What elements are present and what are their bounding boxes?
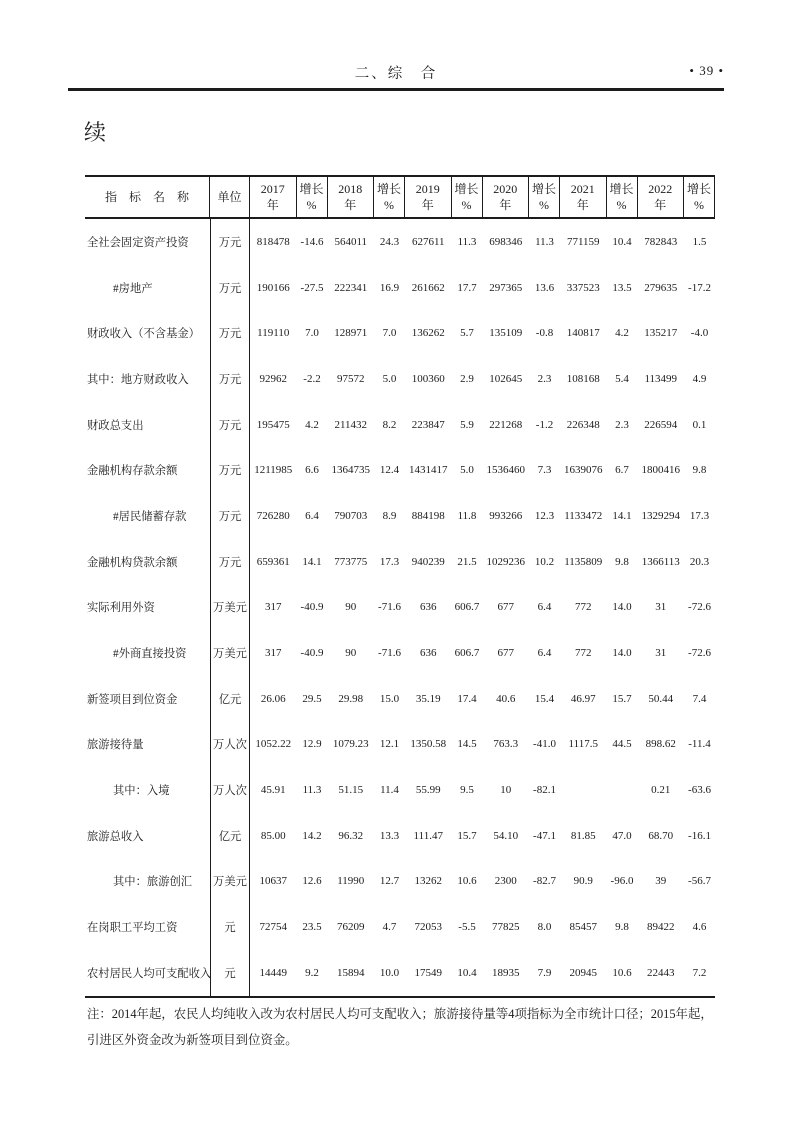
year-value-cell: 222341	[334, 281, 368, 294]
growth-header-cell: 增长 %	[607, 177, 638, 217]
year-value-cell: 13262	[414, 875, 442, 888]
growth-value-cell: 606.7	[454, 647, 480, 660]
year-value-cell: 72754	[259, 921, 287, 934]
year-value-cell: 773775	[334, 555, 368, 568]
table-row	[85, 356, 715, 402]
indicator-column-header: 指 标 名 称	[85, 177, 210, 217]
growth-value-cell: 5.7	[460, 327, 474, 340]
growth-value-cell: 10.6	[457, 875, 477, 888]
page-number: • 39 •	[689, 63, 724, 78]
unit-cell: 万元	[210, 539, 250, 585]
section-title: 二、综 合	[354, 66, 438, 82]
growth-value-cell: 12.6	[302, 875, 322, 888]
growth-header-cell: 增长 %	[297, 177, 328, 217]
header-rule	[68, 88, 724, 91]
indicator-label: 其中：入境	[113, 785, 170, 798]
growth-value-cell: 11.3	[457, 235, 477, 248]
unit-cell: 万元	[210, 219, 250, 265]
growth-value-cell: 4.2	[305, 418, 319, 431]
year-value-cell: 884198	[411, 509, 445, 522]
growth-value-cell: -63.6	[688, 784, 711, 797]
growth-value-cell: 10.4	[612, 235, 632, 248]
year-value-cell: 190166	[256, 281, 290, 294]
unit-cell: 万美元	[210, 585, 250, 631]
table-row	[85, 585, 715, 631]
year-value-cell: 100360	[411, 372, 445, 385]
unit-cell: 万元	[210, 310, 250, 356]
year-value-cell: 35.19	[415, 692, 441, 705]
growth-value-cell: 2.9	[460, 372, 474, 385]
year-value-cell: 223847	[411, 418, 445, 431]
growth-value-cell: 14.0	[612, 647, 632, 660]
growth-value-cell: 6.4	[537, 601, 552, 614]
year-value-cell: 26.06	[260, 692, 286, 705]
year-value-cell: 22443	[647, 966, 675, 979]
year-value-cell: 659361	[256, 555, 290, 568]
year-value-cell: 96.32	[338, 829, 364, 842]
unit-cell: 元	[210, 950, 250, 996]
growth-value-cell: -40.9	[300, 647, 324, 660]
year-value-cell: 90	[345, 647, 357, 660]
growth-value-cell: 0.1	[692, 418, 707, 431]
indicator-label: 旅游总收入	[87, 830, 144, 843]
year-value-cell: 1211985	[254, 464, 293, 477]
year-value-cell: 10	[500, 784, 512, 797]
growth-value-cell: 9.8	[615, 921, 629, 934]
table-row	[85, 904, 715, 950]
unit-column-header: 单位	[210, 177, 250, 217]
year-header-cell: 2022 年	[638, 177, 685, 217]
year-value-cell: 11990	[337, 875, 365, 888]
growth-value-cell: 5.9	[460, 418, 474, 431]
growth-value-cell: 4.7	[382, 921, 397, 934]
year-value-cell: 317	[265, 601, 282, 614]
footnote-line: 引进区外资金改为新签项目到位资金。	[87, 1033, 298, 1047]
growth-value-cell: 8.9	[382, 509, 397, 522]
growth-value-cell	[607, 767, 638, 813]
growth-value-cell: -71.6	[378, 647, 401, 660]
growth-value-cell: 10.0	[379, 966, 400, 979]
page-header	[68, 62, 724, 84]
year-value-cell: 85457	[569, 921, 597, 934]
year-value-cell: 677	[497, 647, 514, 660]
year-value-cell: 102645	[489, 372, 523, 385]
table-row	[85, 813, 715, 859]
year-value-cell: 782843	[644, 235, 678, 248]
growth-value-cell: 17.3	[379, 555, 400, 568]
year-value-cell: 18935	[492, 966, 520, 979]
growth-value-cell: 11.3	[302, 784, 322, 797]
footnote	[87, 1001, 717, 1053]
continued-label: 续	[84, 120, 107, 145]
growth-value-cell: 10.6	[612, 966, 632, 979]
year-value-cell: 1079.23	[332, 738, 369, 751]
table-row	[85, 493, 715, 539]
growth-value-cell: -11.4	[688, 738, 711, 751]
growth-value-cell: 12.1	[379, 738, 400, 751]
year-value-cell: 51.15	[338, 784, 364, 797]
year-value-cell: 92962	[259, 372, 287, 385]
indicator-label: #外商直接投资	[113, 648, 187, 661]
year-value-cell: 195475	[256, 418, 290, 431]
growth-value-cell: 5.0	[460, 464, 474, 477]
year-value-cell: 636	[420, 601, 437, 614]
table-row	[85, 402, 715, 448]
year-value-cell: 46.97	[570, 692, 596, 705]
year-value-cell: 763.3	[493, 738, 519, 751]
growth-value-cell: -47.1	[533, 829, 556, 842]
year-value-cell: 135109	[489, 327, 523, 340]
unit-cell: 万人次	[210, 722, 250, 768]
year-value-cell: 85.00	[260, 829, 286, 842]
growth-value-cell: 6.4	[305, 509, 319, 522]
table-row	[85, 265, 715, 311]
year-header-cell: 2020 年	[483, 177, 530, 217]
growth-value-cell: 14.2	[302, 829, 322, 842]
growth-value-cell: 21.5	[457, 555, 477, 568]
growth-value-cell: 2.3	[615, 418, 629, 431]
growth-value-cell: 9.8	[692, 464, 707, 477]
growth-value-cell: 6.6	[305, 464, 319, 477]
growth-value-cell: -96.0	[610, 875, 634, 888]
year-value-cell: 31	[655, 647, 667, 660]
year-value-cell: 772	[575, 647, 592, 660]
indicator-label: 新签项目到位资金	[87, 693, 178, 706]
growth-value-cell: -1.2	[535, 418, 554, 431]
year-value-cell: 317	[265, 647, 282, 660]
year-value-cell: 10637	[259, 875, 287, 888]
indicator-label: #房地产	[113, 282, 153, 295]
year-value-cell: 97572	[337, 372, 365, 385]
year-value-cell: 226348	[566, 418, 600, 431]
indicator-label: 财政收入（不含基金）	[87, 328, 200, 341]
year-value-cell: 726280	[256, 509, 290, 522]
year-value-cell: 76209	[337, 921, 365, 934]
table-row	[85, 219, 715, 265]
growth-value-cell: 14.5	[457, 738, 477, 751]
growth-value-cell: 44.5	[612, 738, 632, 751]
year-value-cell: 68.70	[648, 829, 674, 842]
growth-value-cell: 47.0	[612, 829, 632, 842]
year-value-cell: 771159	[566, 235, 600, 248]
year-value-cell: 297365	[489, 281, 523, 294]
unit-cell: 万人次	[210, 767, 250, 813]
growth-value-cell: 5.0	[382, 372, 397, 385]
growth-value-cell: 6.4	[537, 647, 552, 660]
year-value-cell: 119110	[257, 327, 290, 340]
year-value-cell: 261662	[411, 281, 445, 294]
growth-value-cell: 17.7	[457, 281, 477, 294]
growth-value-cell: 20.3	[689, 555, 710, 568]
unit-cell: 元	[210, 904, 250, 950]
year-value-cell: 89422	[647, 921, 675, 934]
growth-value-cell: 14.1	[302, 555, 322, 568]
year-value-cell: 55.99	[415, 784, 441, 797]
year-value-cell: 993266	[489, 509, 523, 522]
year-value-cell: 627611	[411, 235, 445, 248]
year-value-cell: 337523	[566, 281, 600, 294]
growth-value-cell: -14.6	[300, 235, 324, 248]
year-value-cell: 790703	[334, 509, 368, 522]
unit-cell: 万元	[210, 447, 250, 493]
year-value-cell: 0.21	[651, 784, 671, 797]
year-value-cell: 14449	[259, 966, 287, 979]
indicator-label: 财政总支出	[87, 419, 144, 432]
growth-value-cell: 13.5	[612, 281, 632, 294]
year-value-cell: 72053	[414, 921, 442, 934]
table-row	[85, 767, 715, 813]
growth-value-cell: 15.7	[457, 829, 477, 842]
year-value-cell: 1133472	[564, 509, 603, 522]
growth-value-cell: 7.0	[382, 327, 397, 340]
growth-value-cell: 9.8	[615, 555, 629, 568]
growth-value-cell: 7.4	[692, 692, 707, 705]
year-value-cell: 31	[655, 601, 667, 614]
growth-value-cell: 12.7	[379, 875, 400, 888]
unit-cell: 万元	[210, 356, 250, 402]
year-value-cell: 81.85	[570, 829, 596, 842]
year-value-cell: 221268	[489, 418, 523, 431]
growth-value-cell: 606.7	[454, 601, 480, 614]
year-value-cell: 226594	[644, 418, 678, 431]
year-value-cell: 1350.58	[410, 738, 447, 751]
growth-value-cell: 23.5	[302, 921, 322, 934]
growth-value-cell: 13.6	[534, 281, 555, 294]
year-value-cell: 1029236	[486, 555, 525, 568]
unit-cell: 万元	[210, 265, 250, 311]
growth-value-cell: -0.8	[535, 327, 554, 340]
growth-value-cell: -27.5	[300, 281, 324, 294]
growth-value-cell: 4.6	[692, 921, 707, 934]
growth-header-cell: 增长 %	[529, 177, 560, 217]
year-value-cell: 29.98	[338, 692, 364, 705]
year-value-cell: 636	[420, 647, 437, 660]
growth-value-cell: 7.9	[537, 966, 552, 979]
indicator-label: 金融机构贷款余额	[87, 556, 178, 569]
year-header-cell: 2018 年	[328, 177, 375, 217]
year-value-cell: 1366113	[641, 555, 680, 568]
unit-cell: 亿元	[210, 676, 250, 722]
indicator-label: 其中：旅游创汇	[113, 876, 193, 889]
year-value-cell: 50.44	[648, 692, 674, 705]
growth-value-cell: -17.2	[688, 281, 711, 294]
table-row	[85, 539, 715, 585]
year-value-cell: 140817	[566, 327, 600, 340]
growth-value-cell: 10.4	[457, 966, 477, 979]
growth-header-cell: 增长 %	[452, 177, 483, 217]
table-row	[85, 950, 715, 996]
year-value-cell: 772	[575, 601, 592, 614]
year-value-cell: 1329294	[641, 509, 680, 522]
growth-value-cell: 14.0	[612, 601, 632, 614]
year-value-cell: 211432	[334, 418, 368, 431]
year-value-cell: 677	[497, 601, 514, 614]
growth-value-cell: 12.9	[302, 738, 322, 751]
year-value-cell: 1052.22	[255, 738, 292, 751]
table-row	[85, 722, 715, 768]
growth-value-cell: 12.3	[534, 509, 555, 522]
growth-value-cell: -71.6	[378, 601, 401, 614]
year-value-cell: 698346	[489, 235, 523, 248]
statistics-table	[85, 175, 715, 998]
indicator-label: 旅游接待量	[87, 739, 144, 752]
year-value-cell: 1800416	[641, 464, 680, 477]
growth-value-cell: -72.6	[688, 601, 711, 614]
table-header-row	[85, 175, 715, 219]
year-value-cell: 20945	[569, 966, 597, 979]
growth-value-cell: 7.0	[305, 327, 319, 340]
year-value-cell: 111.47	[413, 829, 443, 842]
year-value-cell: 45.91	[260, 784, 286, 797]
year-value-cell: 77825	[492, 921, 520, 934]
growth-value-cell: 14.1	[612, 509, 632, 522]
unit-cell: 万美元	[210, 630, 250, 676]
growth-value-cell: 8.0	[537, 921, 552, 934]
growth-value-cell: 4.2	[615, 327, 629, 340]
growth-value-cell: 15.7	[612, 692, 632, 705]
growth-value-cell: 15.0	[379, 692, 400, 705]
footnote-line: 注：2014年起，农民人均纯收入改为农村居民人均可支配收入；旅游接待量等4项指标为全市统计口径；2015年起，	[87, 1007, 713, 1021]
growth-value-cell: -72.6	[688, 647, 711, 660]
growth-value-cell: 29.5	[302, 692, 322, 705]
growth-value-cell: -16.1	[688, 829, 711, 842]
growth-header-cell: 增长 %	[684, 177, 715, 217]
growth-value-cell: 24.3	[379, 235, 400, 248]
growth-value-cell: -41.0	[533, 738, 556, 751]
year-value-cell: 2300	[494, 875, 517, 888]
year-value-cell: 39	[655, 875, 667, 888]
growth-value-cell: -2.2	[303, 372, 321, 385]
year-value-cell: 898.62	[645, 738, 676, 751]
growth-value-cell: -5.5	[458, 921, 476, 934]
year-value-cell: 1117.5	[568, 738, 598, 751]
growth-value-cell: 6.7	[615, 464, 629, 477]
year-value-cell: 136262	[411, 327, 445, 340]
growth-value-cell: 11.3	[535, 235, 554, 248]
unit-cell: 万美元	[210, 859, 250, 905]
growth-value-cell: 12.4	[379, 464, 400, 477]
table-row	[85, 630, 715, 676]
growth-value-cell: -4.0	[690, 327, 709, 340]
growth-value-cell: 5.4	[615, 372, 629, 385]
growth-value-cell: 11.4	[380, 784, 399, 797]
growth-value-cell: 7.3	[537, 464, 552, 477]
growth-header-cell: 增长 %	[374, 177, 405, 217]
indicator-label: #居民储蓄存款	[113, 510, 187, 523]
table-body	[85, 219, 715, 998]
year-header-cell: 2019 年	[405, 177, 452, 217]
growth-value-cell: 9.2	[305, 966, 319, 979]
year-value-cell: 108168	[566, 372, 600, 385]
indicator-label: 实际利用外资	[87, 602, 155, 615]
growth-value-cell: 13.3	[379, 829, 400, 842]
year-header-cell: 2017 年	[250, 177, 297, 217]
year-value-cell: 17549	[414, 966, 442, 979]
year-value-cell: 90.9	[573, 875, 593, 888]
growth-value-cell: 16.9	[379, 281, 400, 294]
growth-value-cell: 10.2	[534, 555, 555, 568]
year-value-cell: 15894	[337, 966, 365, 979]
growth-value-cell: 8.2	[382, 418, 397, 431]
year-value-cell: 940239	[411, 555, 445, 568]
indicator-label: 金融机构存款余额	[87, 465, 178, 478]
year-value-cell: 1364735	[331, 464, 370, 477]
year-value-cell: 1536460	[486, 464, 525, 477]
indicator-label: 在岗职工平均工资	[87, 922, 178, 935]
year-value-cell: 128971	[334, 327, 368, 340]
year-value-cell: 90	[345, 601, 357, 614]
indicator-label: 其中：地方财政收入	[87, 373, 189, 386]
growth-value-cell: 7.2	[692, 966, 707, 979]
table-row	[85, 310, 715, 356]
unit-cell: 亿元	[210, 813, 250, 859]
year-value-cell: 1639076	[564, 464, 603, 477]
table-row	[85, 676, 715, 722]
year-header-cell: 2021 年	[560, 177, 607, 217]
year-value-cell: 564011	[334, 235, 368, 248]
growth-value-cell: 1.5	[692, 235, 707, 248]
year-value-cell: 1135809	[564, 555, 603, 568]
growth-value-cell: 17.3	[689, 509, 710, 522]
growth-value-cell: 17.4	[457, 692, 477, 705]
unit-cell: 万元	[210, 493, 250, 539]
growth-value-cell: 11.8	[457, 509, 477, 522]
year-value-cell: 818478	[256, 235, 290, 248]
indicator-label: 农村居民人均可支配收入	[87, 967, 212, 980]
growth-value-cell: 4.9	[692, 372, 707, 385]
year-value-cell	[560, 767, 607, 813]
unit-cell: 万元	[210, 402, 250, 448]
indicator-label: 全社会固定资产投资	[87, 236, 189, 249]
growth-value-cell: -82.7	[533, 875, 556, 888]
year-value-cell: 54.10	[493, 829, 519, 842]
year-value-cell: 1431417	[409, 464, 448, 477]
growth-value-cell: 15.4	[534, 692, 555, 705]
growth-value-cell: 9.5	[460, 784, 474, 797]
growth-value-cell: -82.1	[533, 784, 556, 797]
growth-value-cell: 2.3	[537, 372, 552, 385]
growth-value-cell: -40.9	[300, 601, 324, 614]
year-value-cell: 113499	[644, 372, 678, 385]
table-row	[85, 447, 715, 493]
year-value-cell: 135217	[644, 327, 678, 340]
year-value-cell: 279635	[644, 281, 678, 294]
year-value-cell: 40.6	[496, 692, 516, 705]
table-row	[85, 859, 715, 905]
growth-value-cell: -56.7	[688, 875, 711, 888]
